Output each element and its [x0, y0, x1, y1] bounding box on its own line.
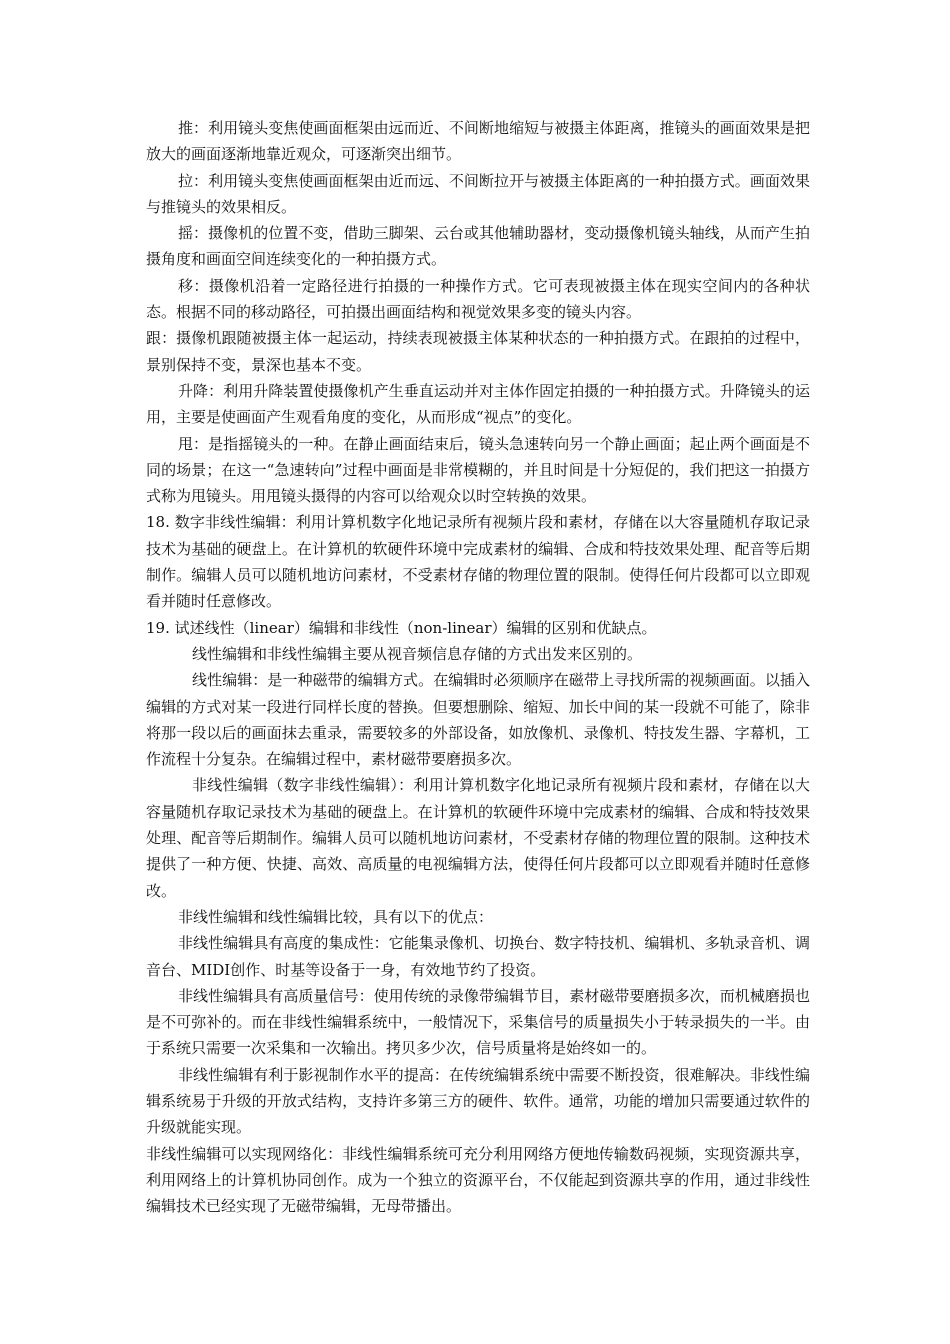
paragraph-whip-pan: 甩：是指摇镜头的一种。在静止画面结束后，镜头急速转向另一个静止画面；起止两个画面是不同的场景；在这一“急速转向”过程中画面是非常模糊的，并且时间是十分短促的，我们把这一拍摄方式称为甩镜头。用甩镜头摄得的内容可以给观众以时空转换的效果。: [146, 434, 810, 506]
paragraph-storage-difference: 线性编辑和非线性编辑主要从视音频信息存储的方式出发来区别的。: [192, 644, 643, 663]
paragraph-crane: 升降：利用升降装置使摄像机产生垂直运动并对主体作固定拍摄的一种拍摄方式。升降镜头的运用，主要是使画面产生观看角度的变化，从而形成“视点”的变化。: [146, 381, 810, 427]
paragraph-follow: 跟：摄像机跟随被摄主体一起运动，持续表现被摄主体某种状态的一种拍摄方式。在跟拍的过程中，景别保持不变，景深也基本不变。: [146, 329, 810, 374]
paragraph-linear-editing: 线性编辑：是一种磁带的编辑方式。在编辑时必须顺序在磁带上寻找所需的视频画面。以插入编辑的方式对某一段进行同样长度的替换。但要想删除、缩短、加长中间的某一段就不可能了，除非将那一段以后的画面抹去重录，需要较多的外部设备，如放像机、录像机、特技发生器、字幕机，工作流程十分复杂。在编辑过程中，素材磁带要磨损多次。: [146, 671, 810, 769]
paragraph-pan: 摇：摄像机的位置不变，借助三脚架、云台或其他辅助器材，变动摄像机镜头轴线，从而产生拍摄角度和画面空间连续变化的一种拍摄方式。: [146, 224, 810, 269]
paragraph-move: 移：摄像机沿着一定路径进行拍摄的一种操作方式。它可表现被摄主体在现实空间内的各种状态。根据不同的移动路径，可拍摄出画面结构和视觉效果多变的镜头内容。: [146, 276, 810, 322]
paragraph-push: 推：利用镜头变焦使画面框架由远而近、不间断地缩短与被摄主体距离，推镜头的画面效果是把放大的画面逐渐地靠近观众，可逐渐突出细节。: [146, 119, 810, 164]
paragraph-item-19-question: 19. 试述线性（linear）编辑和非线性（non-linear）编辑的区别和优缺点。: [146, 618, 657, 637]
paragraph-item-18: 18. 数字非线性编辑：利用计算机数字化地记录所有视频片段和素材，存储在以大容量随机存取记录技术为基础的硬盘上。在计算机的软硬件环境中完成素材的编辑、合成和特技效果处理、配音等后期制作。编辑人员可以随机地访问素材，不受素材存储的物理位置的限制。使得任何片段都可以立即观看并随时任意修改。: [146, 513, 810, 611]
paragraph-nonlinear-editing: 非线性编辑（数字非线性编辑）：利用计算机数字化地记录所有视频片段和素材，存储在以大容量随机存取记录技术为基础的硬盘上。在计算机的软硬件环境中完成素材的编辑、合成和特技效果处理、配音等后期制作。编辑人员可以随机地访问素材，不受素材存储的物理位置的限制。这种技术提供了一种方便、快捷、高效、高质量的电视编辑方法，使得任何片段都可以立即观看并随时任意修改。: [146, 776, 810, 900]
document-body: [146, 115, 810, 1219]
paragraph-advantage-production: 非线性编辑有利于影视制作水平的提高：在传统编辑系统中需要不断投资，很难解决。非线性编辑系统易于升级的开放式结构，支持许多第三方的硬件、软件。通常，功能的增加只需要通过软件的升级就能实现。: [146, 1065, 810, 1137]
paragraph-pull: 拉：利用镜头变焦使画面框架由近而远、不间断拉开与被摄主体距离的一种拍摄方式。画面效果与推镜头的效果相反。: [146, 171, 810, 216]
paragraph-advantages-intro: 非线性编辑和线性编辑比较，具有以下的优点：: [178, 907, 494, 926]
paragraph-advantage-network: 非线性编辑可以实现网络化：非线性编辑系统可充分利用网络方便地传输数码视频，实现资源共享，利用网络上的计算机协同创作。成为一个独立的资源平台，不仅能起到资源共享的作用，通过非线性编辑技术已经实现了无磁带编辑，无母带播出。: [146, 1144, 810, 1216]
paragraph-advantage-quality: 非线性编辑具有高质量信号：使用传统的录像带编辑节目，素材磁带要磨损多次，而机械磨损也是不可弥补的。而在非线性编辑系统中，一般情况下，采集信号的质量损失小于转录损失的一半。由于系统只需要一次采集和一次输出。拷贝多少次，信号质量将是始终如一的。: [146, 986, 810, 1058]
paragraph-advantage-integration: 非线性编辑具有高度的集成性：它能集录像机、切换台、数字特技机、编辑机、多轨录音机、调音台、MIDI创作、时基等设备于一身，有效地节约了投资。: [146, 934, 810, 979]
